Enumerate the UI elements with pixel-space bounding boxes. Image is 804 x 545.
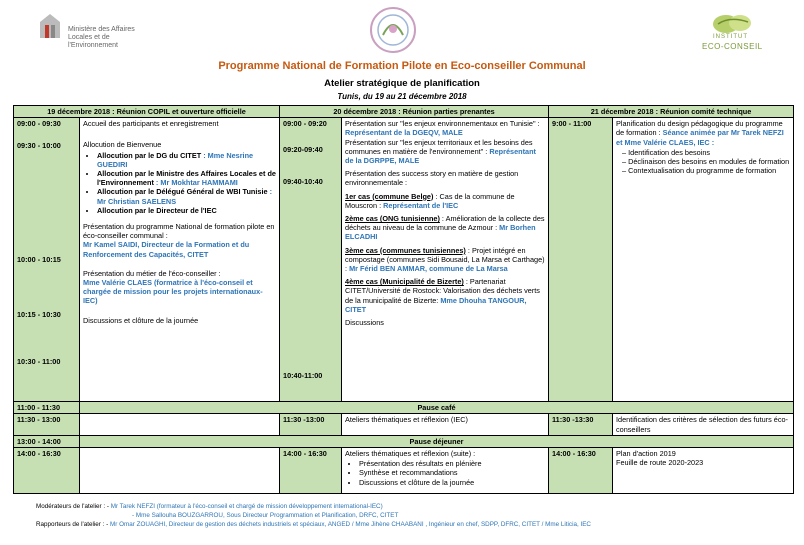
day-1-times [14, 118, 80, 402]
pause-cafe-time: 11:00 - 11:30 [14, 402, 80, 414]
pause-dejeuner-time: 13:00 - 14:00 [14, 435, 80, 447]
page-title: Programme National de Formation Pilote en Eco-conseiller Communal [218, 60, 586, 72]
welcome-text: Accueil des participants et enregistrement [83, 119, 219, 129]
criteria-text: Identification des critères de sélection des futurs éco-conseillers [613, 414, 794, 435]
list-item: – Identification des besoins [622, 148, 790, 157]
time-slot: 09:30 - 10:00 [17, 141, 61, 151]
day-3-list [616, 148, 790, 176]
day-3-times [549, 118, 613, 402]
presentation-3: Présentation des success story en matière de gestion environnementale : [345, 169, 519, 188]
roadmap-text: Feuille de route 2020-2023 [616, 458, 704, 468]
time-slot: 09:00 - 09:20 [283, 119, 327, 129]
eco-conseil-logo-icon [700, 12, 770, 36]
time-slot: 10:00 - 10:15 [17, 254, 61, 264]
action-plan-text: Plan d'action 2019 [616, 449, 676, 459]
list-item: • Synthèse et recommandations [359, 468, 545, 477]
list-item: • Allocution par le DG du CITET : Mme Nesrine GUEDIRI [97, 151, 276, 169]
day-2-header: 20 décembre 2018 : Réunion parties prenantes [280, 106, 549, 118]
workshop-suite-text: Ateliers thématiques et réflexion (suite) : [345, 449, 476, 459]
eco-conseil-logo-institut: INSTITUT [713, 34, 748, 40]
time-slot: 11:30 -13:00 [280, 414, 342, 435]
moderators-line-2: - Mme Sallouha BOUZGARROU, Sous Directeur Programmation et Planification, DRFC, CITET [132, 512, 399, 519]
time-slot: 14:00 - 16:30 [549, 448, 613, 494]
day-1-header: 19 décembre 2018 : Réunion COPIL et ouverture officielle [14, 106, 280, 118]
time-slot: 10:15 - 10:30 [17, 309, 61, 319]
day-2-times [280, 118, 342, 402]
rapporteurs-line: Rapporteurs de l'atelier : - Mr Omar ZOUAGHI, Directeur de gestion des déchets industriels et spéciaux, ANGED / Mme Jihène CHAABANI , Ingénieur en chef, SDPP, DFRC, CITET / Mme Liticia, IEC [36, 521, 591, 528]
program-table [13, 105, 794, 494]
pause-dejeuner-row [14, 435, 794, 447]
presentation-1: Présentation sur "les enjeux environnementaux en Tunisie" : Représentant de la DGEQV, MALE [345, 119, 540, 138]
case-2: 2ème cas (ONG tunisienne) : Amélioration de la collecte des déchets au niveau de la commune de Azmour : Mr Borhen ELCADHI [345, 214, 545, 242]
pause-dejeuner-label: Pause déjeuner [80, 435, 794, 447]
days-header-row [14, 106, 794, 118]
list-item: • Allocution par le Ministre des Affaires Locales et de l'Environnement : Mr Mokhtar HAMMAMI [97, 169, 276, 187]
empty-cell [80, 414, 280, 435]
day-1-content [80, 118, 280, 402]
list-item: • Présentation des résultats en plénière [359, 459, 545, 468]
time-slot: 09:40-10:40 [283, 176, 323, 186]
day-2-content [342, 118, 549, 402]
eco-conseil-logo-name: ECO-CONSEIL [702, 42, 763, 51]
program-presenter: Mr Kamel SAIDI, Directeur de la Formation et du Renforcement des Capacités, CITET [83, 240, 250, 259]
workshop-suite-list [345, 459, 545, 487]
time-slot: 9:00 - 11:00 [552, 119, 592, 129]
ministry-logo-icon [38, 12, 62, 40]
allocution-list [83, 151, 276, 215]
case-3: 3ème cas (communes tunisiennes) : Projet intégré en compostage (communes Sidi Bousaid, La Marsa et Carthage) : Mr Férid BEN AMMAR, commune de La Marsa [345, 245, 545, 274]
time-slot: 14:00 - 16:30 [280, 448, 342, 494]
action-plan [613, 448, 794, 494]
row-1130 [14, 414, 794, 435]
time-slot: 14:00 - 16:30 [14, 448, 80, 494]
closing-text: Discussions et clôture de la journée [83, 315, 199, 325]
eco-conseil-logo [700, 12, 770, 52]
program-presentation: Présentation du programme National de formation pilote en éco-conseiller communal : [83, 222, 275, 241]
moderators-line-1: Modérateurs de l'atelier : - Mr Tarek NEFZI (formateur à l'éco-conseil et chargé de mission développement international-IEC) [36, 503, 383, 510]
pause-cafe-row [14, 402, 794, 414]
time-slot: 09:00 - 09:30 [17, 119, 61, 129]
job-presenter: Mme Valérie CLAES (formatrice à l'éco-conseil et chargée de mission pour les projets internationaux-IEC) [83, 278, 263, 306]
opening-text: Allocution de Bienvenue [83, 140, 162, 150]
day-3-text: Planification du design pédagogique du programme de formation : Séance animée par Mr Tarek NEFZI et Mme Valérie CLAES, IEC : [616, 119, 784, 147]
time-slot: 10:40-11:00 [283, 370, 323, 380]
day-3-content [613, 118, 794, 402]
list-item: • Allocution par le Délégué Général de WBI Tunisie : Mr Christian SAELENS [97, 187, 276, 205]
ministry-logo [38, 10, 148, 50]
time-slot: 11:30 - 13:00 [14, 414, 80, 435]
job-presentation: Présentation du métier de l'éco-conseiller : [83, 268, 221, 278]
time-slot: 11:30 -13:30 [549, 414, 613, 435]
workshop-suite [342, 448, 549, 494]
list-item: – Déclinaison des besoins en modules de formation [622, 157, 790, 166]
workshop-text: Ateliers thématiques et réflexion (IEC) [342, 414, 549, 435]
presentation-2: Présentation sur "les enjeux territoriaux et les besoins des communes en matière de l'environnement" : Représentant de la DGRPPE, MALE [345, 137, 536, 166]
list-item: • Discussions et clôture de la journée [359, 478, 545, 487]
pause-cafe-label: Pause café [80, 402, 794, 414]
row-1400 [14, 448, 794, 494]
time-slot: 10:30 - 11:00 [17, 357, 61, 367]
case-1: 1er cas (commune Belge) : Cas de la commune de Mouscron : Représentant de l'IEC [345, 191, 515, 210]
ministry-logo-text: Ministère des Affaires Locales et de l'Environnement [68, 26, 135, 49]
list-item: – Contextualisation du programme de formation [622, 166, 790, 175]
list-item: • Allocution par le Directeur de l'IEC [97, 206, 276, 215]
page-subtitle: Atelier stratégique de planification [324, 78, 480, 89]
page-location: Tunis, du 19 au 21 décembre 2018 [337, 92, 467, 101]
case-4: 4ème cas (Municipalité de Bizerte) : Partenariat CITET/Université de Rostock: Valorisation des déchets verts de la municipalité de Bizerte: Mme Dhouha TANGOUR, CITET [345, 277, 540, 314]
discussions-text: Discussions [345, 318, 384, 328]
center-emblem-icon [368, 5, 418, 55]
day-3-header: 21 décembre 2018 : Réunion comité technique [549, 106, 794, 118]
empty-cell [80, 448, 280, 494]
time-slot: 09:20-09:40 [283, 145, 323, 155]
morning-row [14, 118, 794, 402]
